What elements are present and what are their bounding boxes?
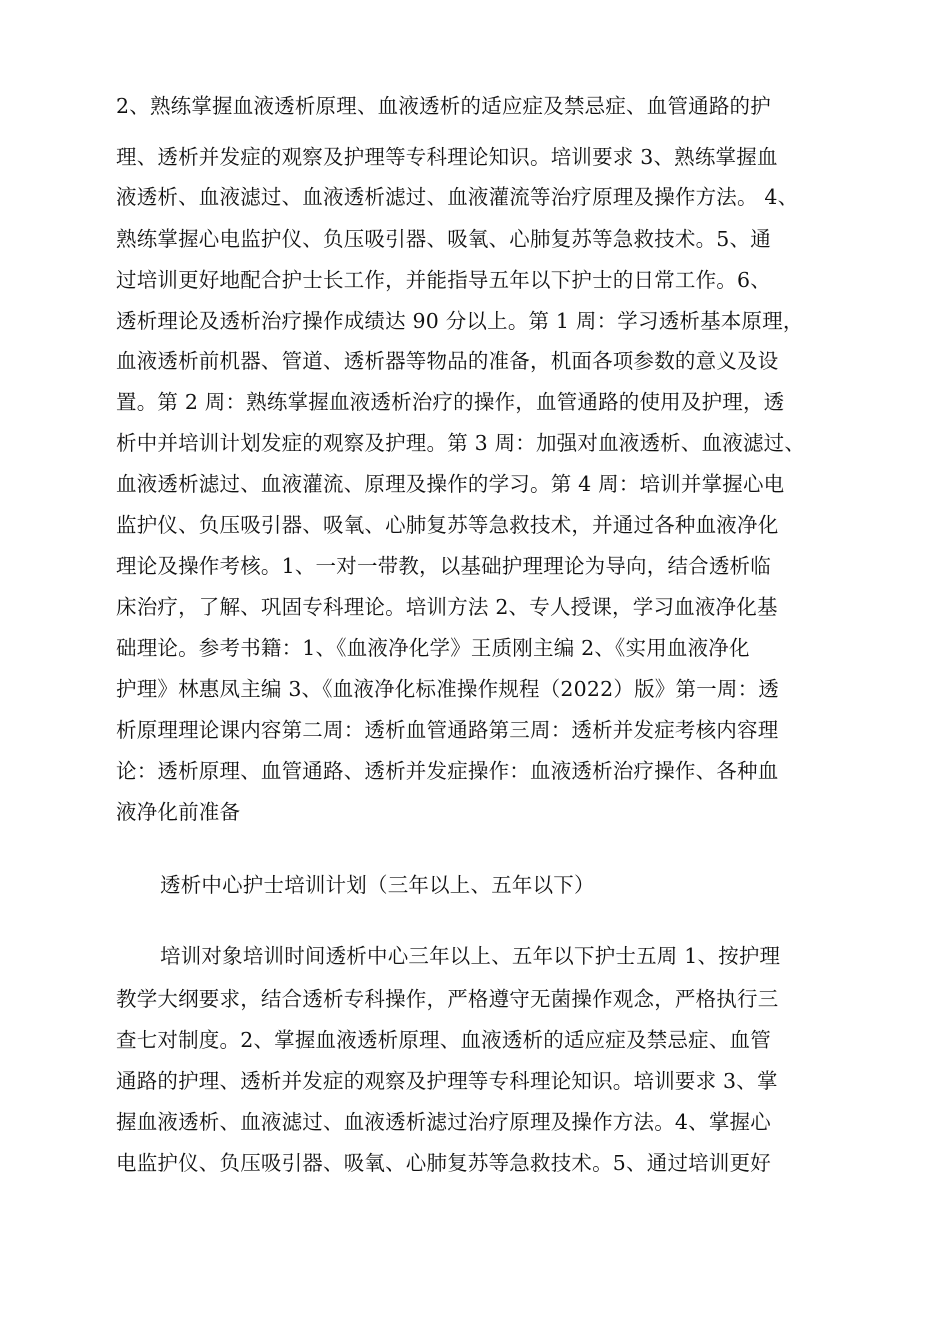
paragraph-2-line: 培训对象培训时间透析中心三年以上、五年以下护士五周 1、按护理	[160, 944, 781, 968]
paragraph-1-line: 2、熟练掌握血液透析原理、血液透析的适应症及禁忌症、血管通路的护	[116, 94, 771, 118]
paragraph-1-line: 床治疗，了解、巩固专科理论。培训方法 2、专人授课，学习血液净化基	[116, 595, 778, 619]
paragraph-1-line: 透析理论及透析治疗操作成绩达 90 分以上。第 1 周：学习透析基本原理，	[116, 309, 804, 333]
paragraph-2-line: 教学大纲要求，结合透析专科操作，严格遵守无菌操作观念，严格执行三	[116, 987, 779, 1011]
paragraph-1-line: 护理》林惠凤主编 3、《血液净化标准操作规程（2022）版》第一周：透	[116, 677, 779, 701]
paragraph-1-line: 析原理理论课内容第二周：透析血管通路第三周：透析并发症考核内容理	[116, 718, 779, 742]
paragraph-1-line: 熟练掌握心电监护仪、负压吸引器、吸氧、心肺复苏等急救技术。5、通	[116, 227, 771, 251]
paragraph-2-line: 查七对制度。2、掌握血液透析原理、血液透析的适应症及禁忌症、血管	[116, 1028, 771, 1052]
paragraph-1-line: 理论及操作考核。1、一对一带教，以基础护理理论为导向，结合透析临	[116, 554, 771, 578]
paragraph-1-line: 础理论。参考书籍：1、《血液净化学》王质刚主编 2、《实用血液净化	[116, 636, 750, 660]
paragraph-2-line: 通路的护理、透析并发症的观察及护理等专科理论知识。培训要求 3、掌	[116, 1069, 778, 1093]
paragraph-1-line: 理、透析并发症的观察及护理等专科理论知识。培训要求 3、熟练掌握血	[116, 145, 778, 169]
paragraph-2-line: 电监护仪、负压吸引器、吸氧、心肺复苏等急救技术。5、通过培训更好	[116, 1151, 771, 1175]
paragraph-1-line: 血液透析前机器、管道、透析器等物品的准备，机面各项参数的意义及设	[116, 349, 779, 373]
paragraph-1-line: 液透析、血液滤过、血液透析滤过、血液灌流等治疗原理及操作方法。 4、	[116, 185, 799, 209]
paragraph-1-line: 血液透析滤过、血液灌流、原理及操作的学习。第 4 周：培训并掌握心电	[116, 472, 785, 496]
paragraph-1-line: 过培训更好地配合护士长工作，并能指导五年以下护士的日常工作。6、	[116, 268, 771, 292]
paragraph-1-line: 置。第 2 周：熟练掌握血液透析治疗的操作，血管通路的使用及护理，透	[116, 390, 785, 414]
section-heading: 透析中心护士培训计划（三年以上、五年以下）	[160, 873, 595, 897]
paragraph-1-line: 论：透析原理、血管通路、透析并发症操作：血液透析治疗操作、各种血	[116, 759, 779, 783]
paragraph-1-line: 监护仪、负压吸引器、吸氧、心肺复苏等急救技术，并通过各种血液净化	[116, 513, 779, 537]
paragraph-1-line: 析中并培训计划发症的观察及护理。第 3 周：加强对血液透析、血液滤过、	[116, 431, 806, 455]
paragraph-1-line: 液净化前准备	[116, 800, 241, 824]
paragraph-2-line: 握血液透析、血液滤过、血液透析滤过治疗原理及操作方法。4、掌握心	[116, 1110, 771, 1134]
